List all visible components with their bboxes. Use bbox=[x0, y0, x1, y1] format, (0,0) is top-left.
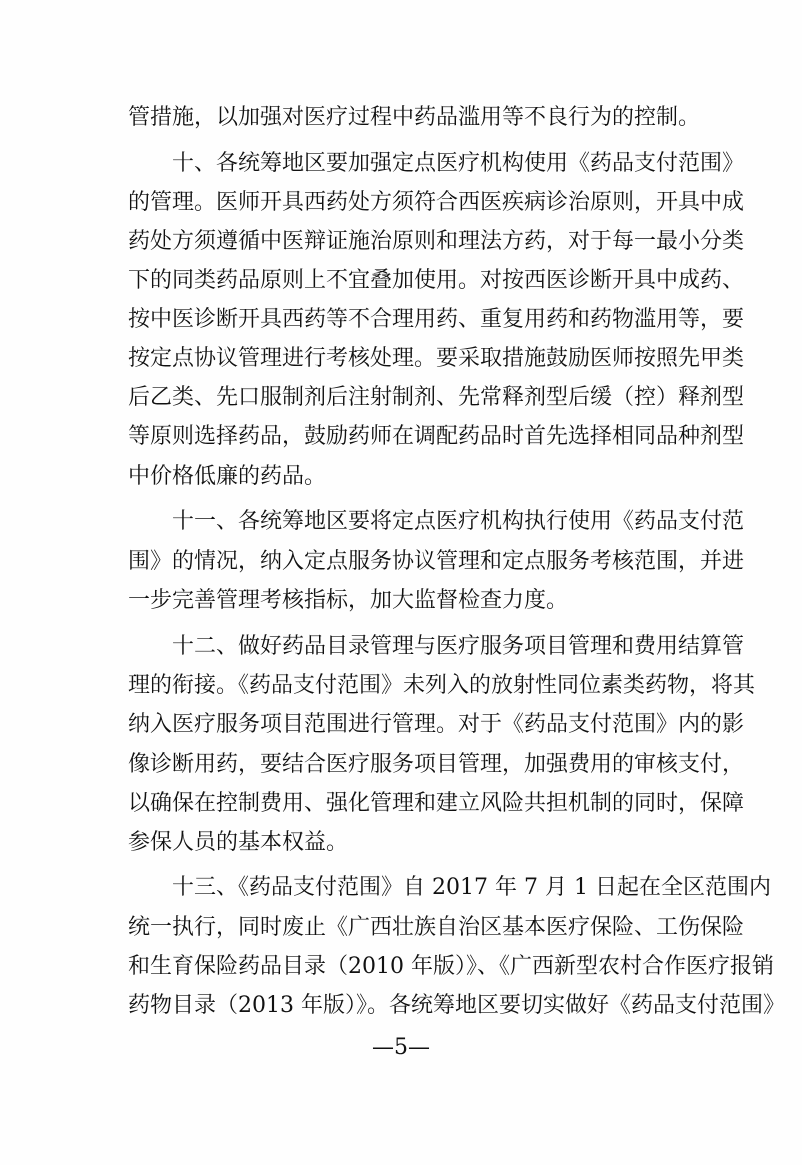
paragraph-line: 围》的情况，纳入定点服务协议管理和定点服务考核范围，并进 bbox=[128, 549, 745, 574]
paragraph-line: 统一执行，同时废止《广西壮族自治区基本医疗保险、工伤保险 bbox=[128, 915, 745, 940]
paragraph-line: 十三、《药品支付范围》自 2017 年 7 月 1 日起在全区范围内 bbox=[172, 875, 771, 900]
paragraph-line: 等原则选择药品，鼓励药师在调配药品时首先选择相同品种剂型 bbox=[128, 424, 745, 449]
paragraph-line: 十一、各统筹地区要将定点医疗机构执行使用《药品支付范 bbox=[172, 509, 745, 534]
paragraph-line: 的管理。医师开具西药处方须符合西医疾病诊治原则，开具中成 bbox=[128, 190, 745, 215]
paragraph-line: 药处方须遵循中医辩证施治原则和理法方药，对于每一最小分类 bbox=[128, 229, 745, 254]
paragraph-line: 按中医诊断开具西药等不合理用药、重复用药和药物滥用等，要 bbox=[128, 307, 745, 332]
paragraph-line: 参保人员的基本权益。 bbox=[128, 830, 349, 855]
paragraph-line: 十、各统筹地区要加强定点医疗机构使用《药品支付范围》 bbox=[172, 151, 745, 176]
paragraph-line: 下的同类药品原则上不宜叠加使用。对按西医诊断开具中成药、 bbox=[128, 268, 745, 293]
paragraph-line: 一步完善管理考核指标，加大监督检查力度。 bbox=[128, 588, 569, 613]
paragraph-line: 和生育保险药品目录（2010 年版）》、《广西新型农村合作医疗报销 bbox=[128, 954, 774, 979]
paragraph-line: 中价格低廉的药品。 bbox=[128, 464, 327, 489]
paragraph-line: 药物目录（2013 年版）》。各统筹地区要切实做好《药品支付范围》 bbox=[128, 993, 785, 1018]
paragraph-line: 后乙类、先口服制剂后注射制剂、先常释剂型后缓（控）释剂型 bbox=[128, 385, 745, 410]
paragraph-line: 管措施，以加强对医疗过程中药品滥用等不良行为的控制。 bbox=[128, 105, 701, 130]
paragraph-line: 像诊断用药，要结合医疗服务项目管理，加强费用的审核支付， bbox=[128, 752, 745, 777]
paragraph-line: 纳入医疗服务项目范围进行管理。对于《药品支付范围》内的影 bbox=[128, 712, 745, 737]
paragraph-line: 按定点协议管理进行考核处理。要采取措施鼓励医师按照先甲类 bbox=[128, 346, 745, 371]
paragraph-line: 以确保在控制费用、强化管理和建立风险共担机制的同时，保障 bbox=[128, 791, 745, 816]
paragraph-line: 理的衔接。《药品支付范围》未列入的放射性同位素类药物，将其 bbox=[128, 673, 756, 698]
paragraph-line: 十二、做好药品目录管理与医疗服务项目管理和费用结算管 bbox=[172, 634, 745, 659]
page-number: —5— bbox=[372, 1035, 430, 1060]
